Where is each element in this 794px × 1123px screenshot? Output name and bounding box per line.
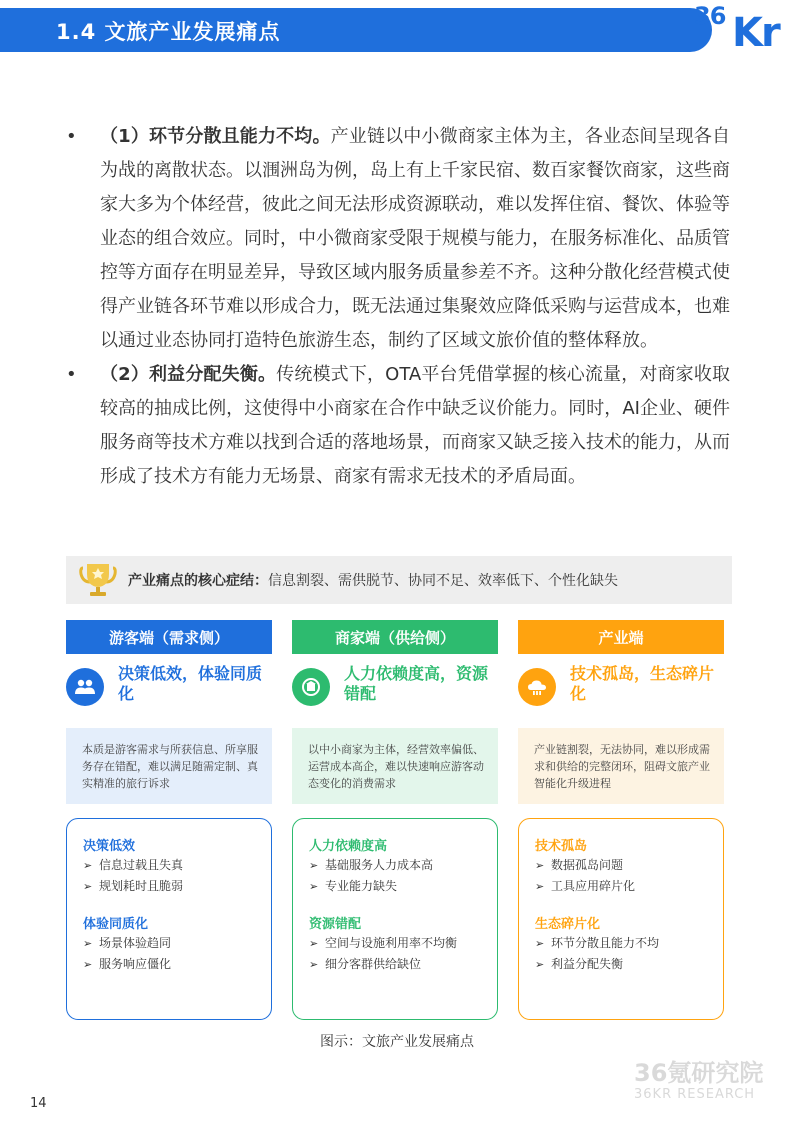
card-item (309, 877, 483, 896)
arrow-right-icon: ➢ (535, 859, 545, 872)
card-heading: 决策低效 (83, 839, 136, 854)
card-item (83, 856, 257, 875)
card-item-text: 基础服务人力成本高 (325, 858, 434, 872)
card-item-text: 服务响应僵化 (99, 957, 172, 971)
card-item-text: 空间与设施利用率不均衡 (325, 936, 458, 950)
column-subheader (518, 664, 724, 716)
arrow-right-icon: ➢ (83, 937, 93, 950)
arrow-right-icon: ➢ (309, 880, 319, 893)
column-subheader (292, 664, 498, 716)
bullet-dot-icon: • (66, 126, 77, 147)
card-item (535, 934, 709, 953)
card-item-text: 专业能力缺失 (325, 879, 398, 893)
card-item (535, 955, 709, 974)
column-tourist (66, 620, 272, 1020)
column-header: 游客端（需求侧） (66, 620, 272, 654)
card-item (309, 856, 483, 875)
column-note: 以中小商家为主体，经营效率偏低、运营成本高企，难以快速响应游客动态变化的消费需求 (292, 728, 498, 804)
arrow-right-icon: ➢ (309, 859, 319, 872)
card-item-text: 利益分配失衡 (551, 957, 624, 971)
logo-36: 36 (694, 2, 726, 30)
card-item (535, 877, 709, 896)
column-subheader (66, 664, 272, 716)
card-item (535, 856, 709, 875)
watermark-line2: 36KR RESEARCH (634, 1087, 756, 1102)
column-industry (518, 620, 724, 1020)
column-card (518, 818, 724, 1020)
arrow-right-icon: ➢ (83, 859, 93, 872)
card-item-text: 细分客群供给缺位 (325, 957, 422, 971)
page-number: 14 (30, 1096, 47, 1111)
arrow-right-icon: ➢ (83, 958, 93, 971)
arrow-right-icon: ➢ (535, 937, 545, 950)
column-merchant (292, 620, 498, 1020)
column-card (292, 818, 498, 1020)
body-bullets (66, 120, 730, 494)
card-item (83, 955, 257, 974)
column-subtitle: 决策低效，体验同质化 (118, 664, 263, 703)
card-item (83, 877, 257, 896)
card-heading: 人力依赖度高 (309, 839, 388, 854)
summary-banner (66, 556, 732, 604)
card-heading: 技术孤岛 (535, 839, 588, 854)
card-item-text: 环节分散且能力不均 (551, 936, 660, 950)
column-subtitle: 人力依赖度高，资源错配 (344, 664, 489, 703)
card-item-text: 工具应用碎片化 (551, 879, 636, 893)
brand-logo (692, 0, 794, 56)
bullet-body: 传统模式下，OTA平台凭借掌握的核心流量，对商家收取较高的抽成比例，这使得中小商家在合作中缺乏议价能力。同时，AI企业、硬件服务商等技术方难以找到合适的落地场景，而商家又缺乏接入技术的能力，从而形成了技术方有能力无场景、商家有需求无技术的矛盾局面。 (100, 364, 731, 487)
summary-content: 信息割裂、需供脱节、协同不足、效率低下、个性化缺失 (268, 573, 618, 589)
bullet-text (100, 120, 730, 358)
card-heading: 资源错配 (309, 917, 362, 932)
column-subtitle: 技术孤岛，生态碎片化 (570, 664, 715, 703)
card-item-text: 规划耗时且脆弱 (99, 879, 184, 893)
bullet-dot-icon: • (66, 364, 77, 385)
card-item (83, 934, 257, 953)
watermark-line1: 36氪研究院 (634, 1059, 764, 1087)
bullet-item (66, 358, 730, 494)
column-card (66, 818, 272, 1020)
card-item-text: 数据孤岛问题 (551, 858, 624, 872)
bullet-lead: （2）利益分配失衡。 (100, 364, 277, 385)
users-icon (66, 668, 104, 706)
arrow-right-icon: ➢ (535, 958, 545, 971)
summary-label: 产业痛点的核心症结： (128, 573, 268, 589)
bullet-body: 产业链以中小微商家主体为主，各业态间呈现各自为战的离散状态。以涠洲岛为例，岛上有上千家民宿、数百家餐饮商家，这些商家大多为个体经营，彼此之间无法形成资源联动，难以发挥住宿、餐饮、体验等业态的组合效应。同时，中小微商家受限于规模与能力，在服务标准化、品质管控等方面存在明显差异，导致区域内服务质量参差不齐。这种分散化经营模式使得产业链各环节难以形成合力，既无法通过集聚效应降低采购与运营成本，也难以通过业态协同打造特色旅游生态，制约了区域文旅价值的整体释放。 (100, 126, 731, 351)
card-item (309, 955, 483, 974)
arrow-right-icon: ➢ (309, 958, 319, 971)
store-icon (292, 668, 330, 706)
bullet-item (66, 120, 730, 358)
card-item-text: 场景体验趋同 (99, 936, 172, 950)
trophy-icon (78, 560, 118, 600)
bullet-text (100, 358, 730, 494)
column-header: 商家端（供给侧） (292, 620, 498, 654)
arrow-right-icon: ➢ (83, 880, 93, 893)
card-heading: 生态碎片化 (535, 917, 601, 932)
summary-text (128, 570, 618, 590)
column-header: 产业端 (518, 620, 724, 654)
card-heading: 体验同质化 (83, 917, 149, 932)
bullet-lead: （1）环节分散且能力不均。 (100, 126, 331, 147)
card-item-text: 信息过载且失真 (99, 858, 184, 872)
watermark (634, 1060, 779, 1104)
cloud-icon (518, 668, 556, 706)
arrow-right-icon: ➢ (535, 880, 545, 893)
arrow-right-icon: ➢ (309, 937, 319, 950)
column-note: 本质是游客需求与所获信息、所享服务存在错配，难以满足随需定制、真实精准的旅行诉求 (66, 728, 272, 804)
column-note: 产业链割裂，无法协同，难以形成需求和供给的完整闭环，阻碍文旅产业智能化升级进程 (518, 728, 724, 804)
logo-kr: Kr (732, 10, 779, 56)
page-title: 1.4 文旅产业发展痛点 (56, 20, 281, 44)
figure-caption: 图示：文旅产业发展痛点 (320, 1034, 474, 1050)
card-item (309, 934, 483, 953)
